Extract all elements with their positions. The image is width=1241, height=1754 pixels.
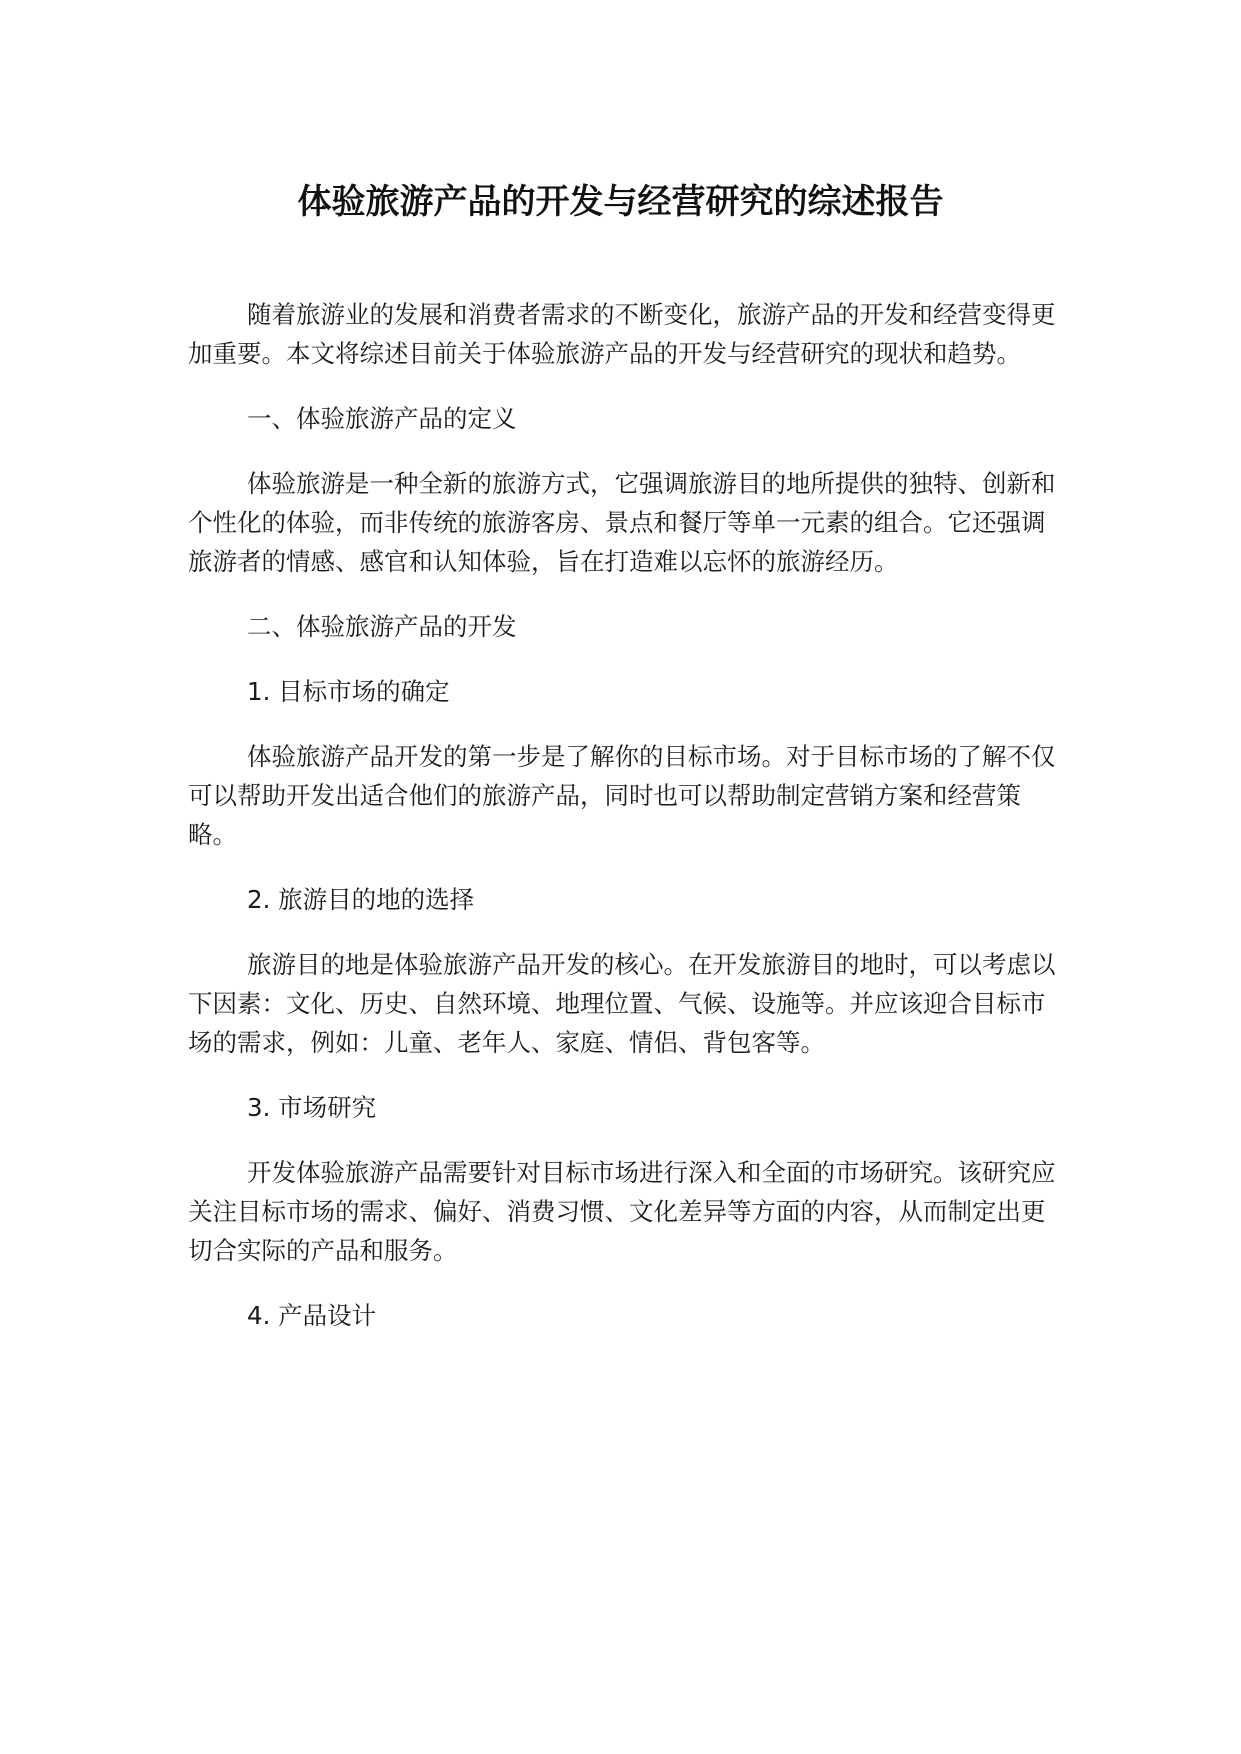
- subheading-market-research: 3. 市场研究: [247, 1093, 377, 1122]
- document-title: 体验旅游产品的开发与经营研究的综述报告: [297, 182, 944, 222]
- intro-paragraph: 随着旅游业的发展和消费者需求的不断变化，旅游产品的开发和经营变得更加重要。本文将综述目前关于体验旅游产品的开发与经营研究的现状和趋势。: [188, 300, 1056, 368]
- definition-paragraph: 体验旅游是一种全新的旅游方式，它强调旅游目的地所提供的独特、创新和个性化的体验，而非传统的旅游客房、景点和餐厅等单一元素的组合。它还强调旅游者的情感、感官和认知体验，旨在打造难以忘怀的旅游经历。: [188, 469, 1056, 576]
- section-heading-definition: 一、体验旅游产品的定义: [247, 404, 517, 433]
- target-market-paragraph: 体验旅游产品开发的第一步是了解你的目标市场。对于目标市场的了解不仅可以帮助开发出适合他们的旅游产品，同时也可以帮助制定营销方案和经营策略。: [188, 742, 1056, 849]
- subheading-destination: 2. 旅游目的地的选择: [247, 885, 475, 914]
- market-research-paragraph: 开发体验旅游产品需要针对目标市场进行深入和全面的市场研究。该研究应关注目标市场的需求、偏好、消费习惯、文化差异等方面的内容，从而制定出更切合实际的产品和服务。: [188, 1158, 1056, 1265]
- destination-paragraph: 旅游目的地是体验旅游产品开发的核心。在开发旅游目的地时，可以考虑以下因素：文化、历史、自然环境、地理位置、气候、设施等。并应该迎合目标市场的需求，例如：儿童、老年人、家庭、情侣、背包客等。: [188, 950, 1056, 1057]
- subheading-target-market: 1. 目标市场的确定: [247, 677, 450, 706]
- section-heading-development: 二、体验旅游产品的开发: [247, 612, 517, 641]
- document-body: [188, 295, 1068, 1361]
- subheading-product-design: 4. 产品设计: [247, 1301, 377, 1330]
